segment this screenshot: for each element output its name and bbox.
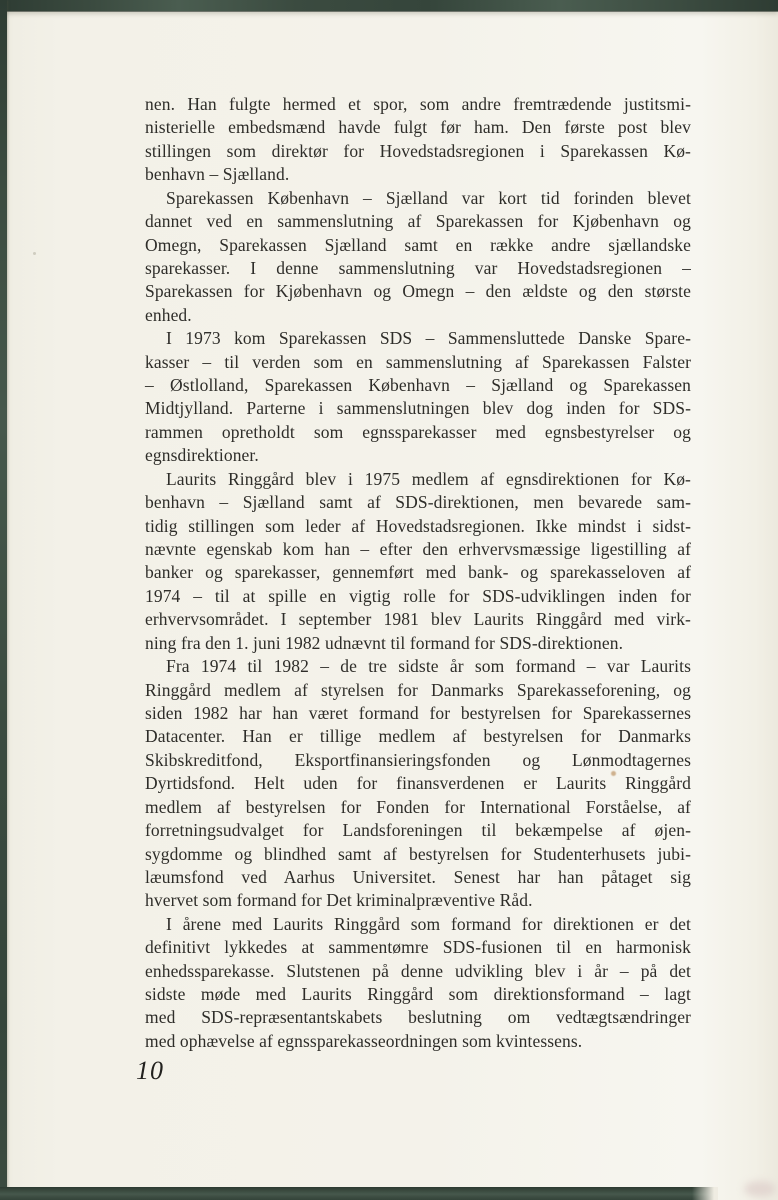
text-line: Ringgård medlem af styrelsen for Danmarks Sparekasseforening, og [145, 679, 691, 700]
text-line: stillingen som direktør for Hovedstadsregionen i Sparekassen Kø- [145, 140, 691, 161]
text-line: enhed. [145, 304, 192, 325]
text-line: sygdomme og blindhed samt af bestyrelsen for Studenterhusets jubi- [145, 843, 691, 864]
text-line: I årene med Laurits Ringgård som formand for direktionen er det [166, 913, 691, 934]
text-line: enhedssparekasse. Slutstenen på denne udvikling blev i år – på det [145, 960, 691, 981]
text-line: Midtjylland. Parterne i sammenslutningen blev dog inden for SDS- [145, 398, 691, 419]
text-line: egnsdirektioner. [145, 445, 259, 466]
text-line: forretningsudvalget for Landsforeningen til bekæmpelse af øjen- [145, 820, 691, 841]
scan-corner-smudge [744, 1181, 776, 1197]
text-line: definitivt lykkedes at sammentømre SDS-fusionen til en harmonisk [145, 937, 691, 958]
text-line: siden 1982 har han været formand for bestyrelsen for Sparekassernes [145, 702, 691, 723]
text-line: banker og sparekasser, gennemført med bank- og sparekasseloven af [145, 562, 691, 583]
text-line: erhvervsområdet. I september 1981 blev Laurits Ringgård med virk- [145, 609, 691, 630]
text-line: med ophævelse af egnssparekasseordningen som kvintessens. [145, 1030, 583, 1051]
text-line: Datacenter. Han er tillige medlem af bestyrelsen for Danmarks [145, 726, 691, 747]
scan-speck [33, 252, 36, 255]
text-line: nen. Han fulgte hermed et spor, som andre fremtrædende justitsmi- [145, 94, 691, 114]
text-line: Laurits Ringgård blev i 1975 medlem af egnsdirektionen for Kø- [166, 468, 691, 489]
text-line: benhavn – Sjælland. [145, 164, 290, 185]
text-line: sidste møde med Laurits Ringgård som direktionsformand – lagt [145, 984, 691, 1005]
text-line: rammen opretholdt som egnssparekasser med egnsbestyrelser og [145, 421, 691, 442]
text-line: kasser – til verden som en sammenslutning af Sparekassen Falster [145, 351, 691, 372]
text-line: sparekasser. I denne sammenslutning var Hovedstadsregionen – [145, 257, 691, 278]
text-line: dannet ved en sammenslutning af Sparekassen for Kjøbenhavn og [145, 211, 691, 232]
text-line: læumsfond ved Aarhus Universitet. Senest har han påtaget sig [145, 866, 691, 887]
text-line: Sparekassen for Kjøbenhavn og Omegn – den ældste og den største [145, 281, 691, 302]
text-line: Omegn, Sparekassen Sjælland samt en række andre sjællandske [145, 234, 691, 255]
text-line: med SDS-repræsentantskabets beslutning om vedtægtsændringer [145, 1007, 691, 1028]
book-cover-edge-bottom [0, 1187, 716, 1200]
text-line: ning fra den 1. juni 1982 udnævnt til formand for SDS-direktionen. [145, 632, 624, 653]
text-line: benhavn – Sjælland samt af SDS-direktionen, men bevarede sam- [145, 492, 691, 513]
text-line: 1974 – til at spille en vigtig rolle for SDS-udviklingen inden for [145, 585, 691, 606]
text-line: Sparekassen København – Sjælland var kort tid forinden blevet [166, 187, 691, 208]
text-line: tidig stillingen som leder af Hovedstadsregionen. Ikke mindst i sidst- [145, 515, 691, 536]
body-text [145, 93, 691, 1053]
book-cover-edge-top [0, 0, 778, 11]
text-line: hvervet som formand for Det kriminalpræventive Råd. [145, 890, 533, 911]
book-cover-edge-left [0, 0, 7, 1200]
text-line: nisterielle embedsmænd havde fulgt før ham. Den første post blev [145, 117, 691, 138]
text-line: Skibskreditfond, Eksportfinansieringsfonden og Lønmodtagernes [145, 749, 691, 770]
page-number: 10 [136, 1056, 164, 1085]
text-line: medlem af bestyrelsen for Fonden for International Forståelse, af [145, 796, 691, 817]
text-line: Fra 1974 til 1982 – de tre sidste år som formand – var Laurits [166, 656, 691, 677]
text-line: – Østlolland, Sparekassen København – Sjælland og Sparekassen [145, 375, 691, 396]
text-line: Dyrtidsfond. Helt uden for finansverdenen er Laurits Ringgård [145, 773, 691, 794]
text-line: I 1973 kom Sparekassen SDS – Sammensluttede Danske Spare- [166, 328, 691, 349]
text-line: nævnte egenskab kom han – efter den erhvervsmæssige ligestilling af [145, 539, 691, 560]
